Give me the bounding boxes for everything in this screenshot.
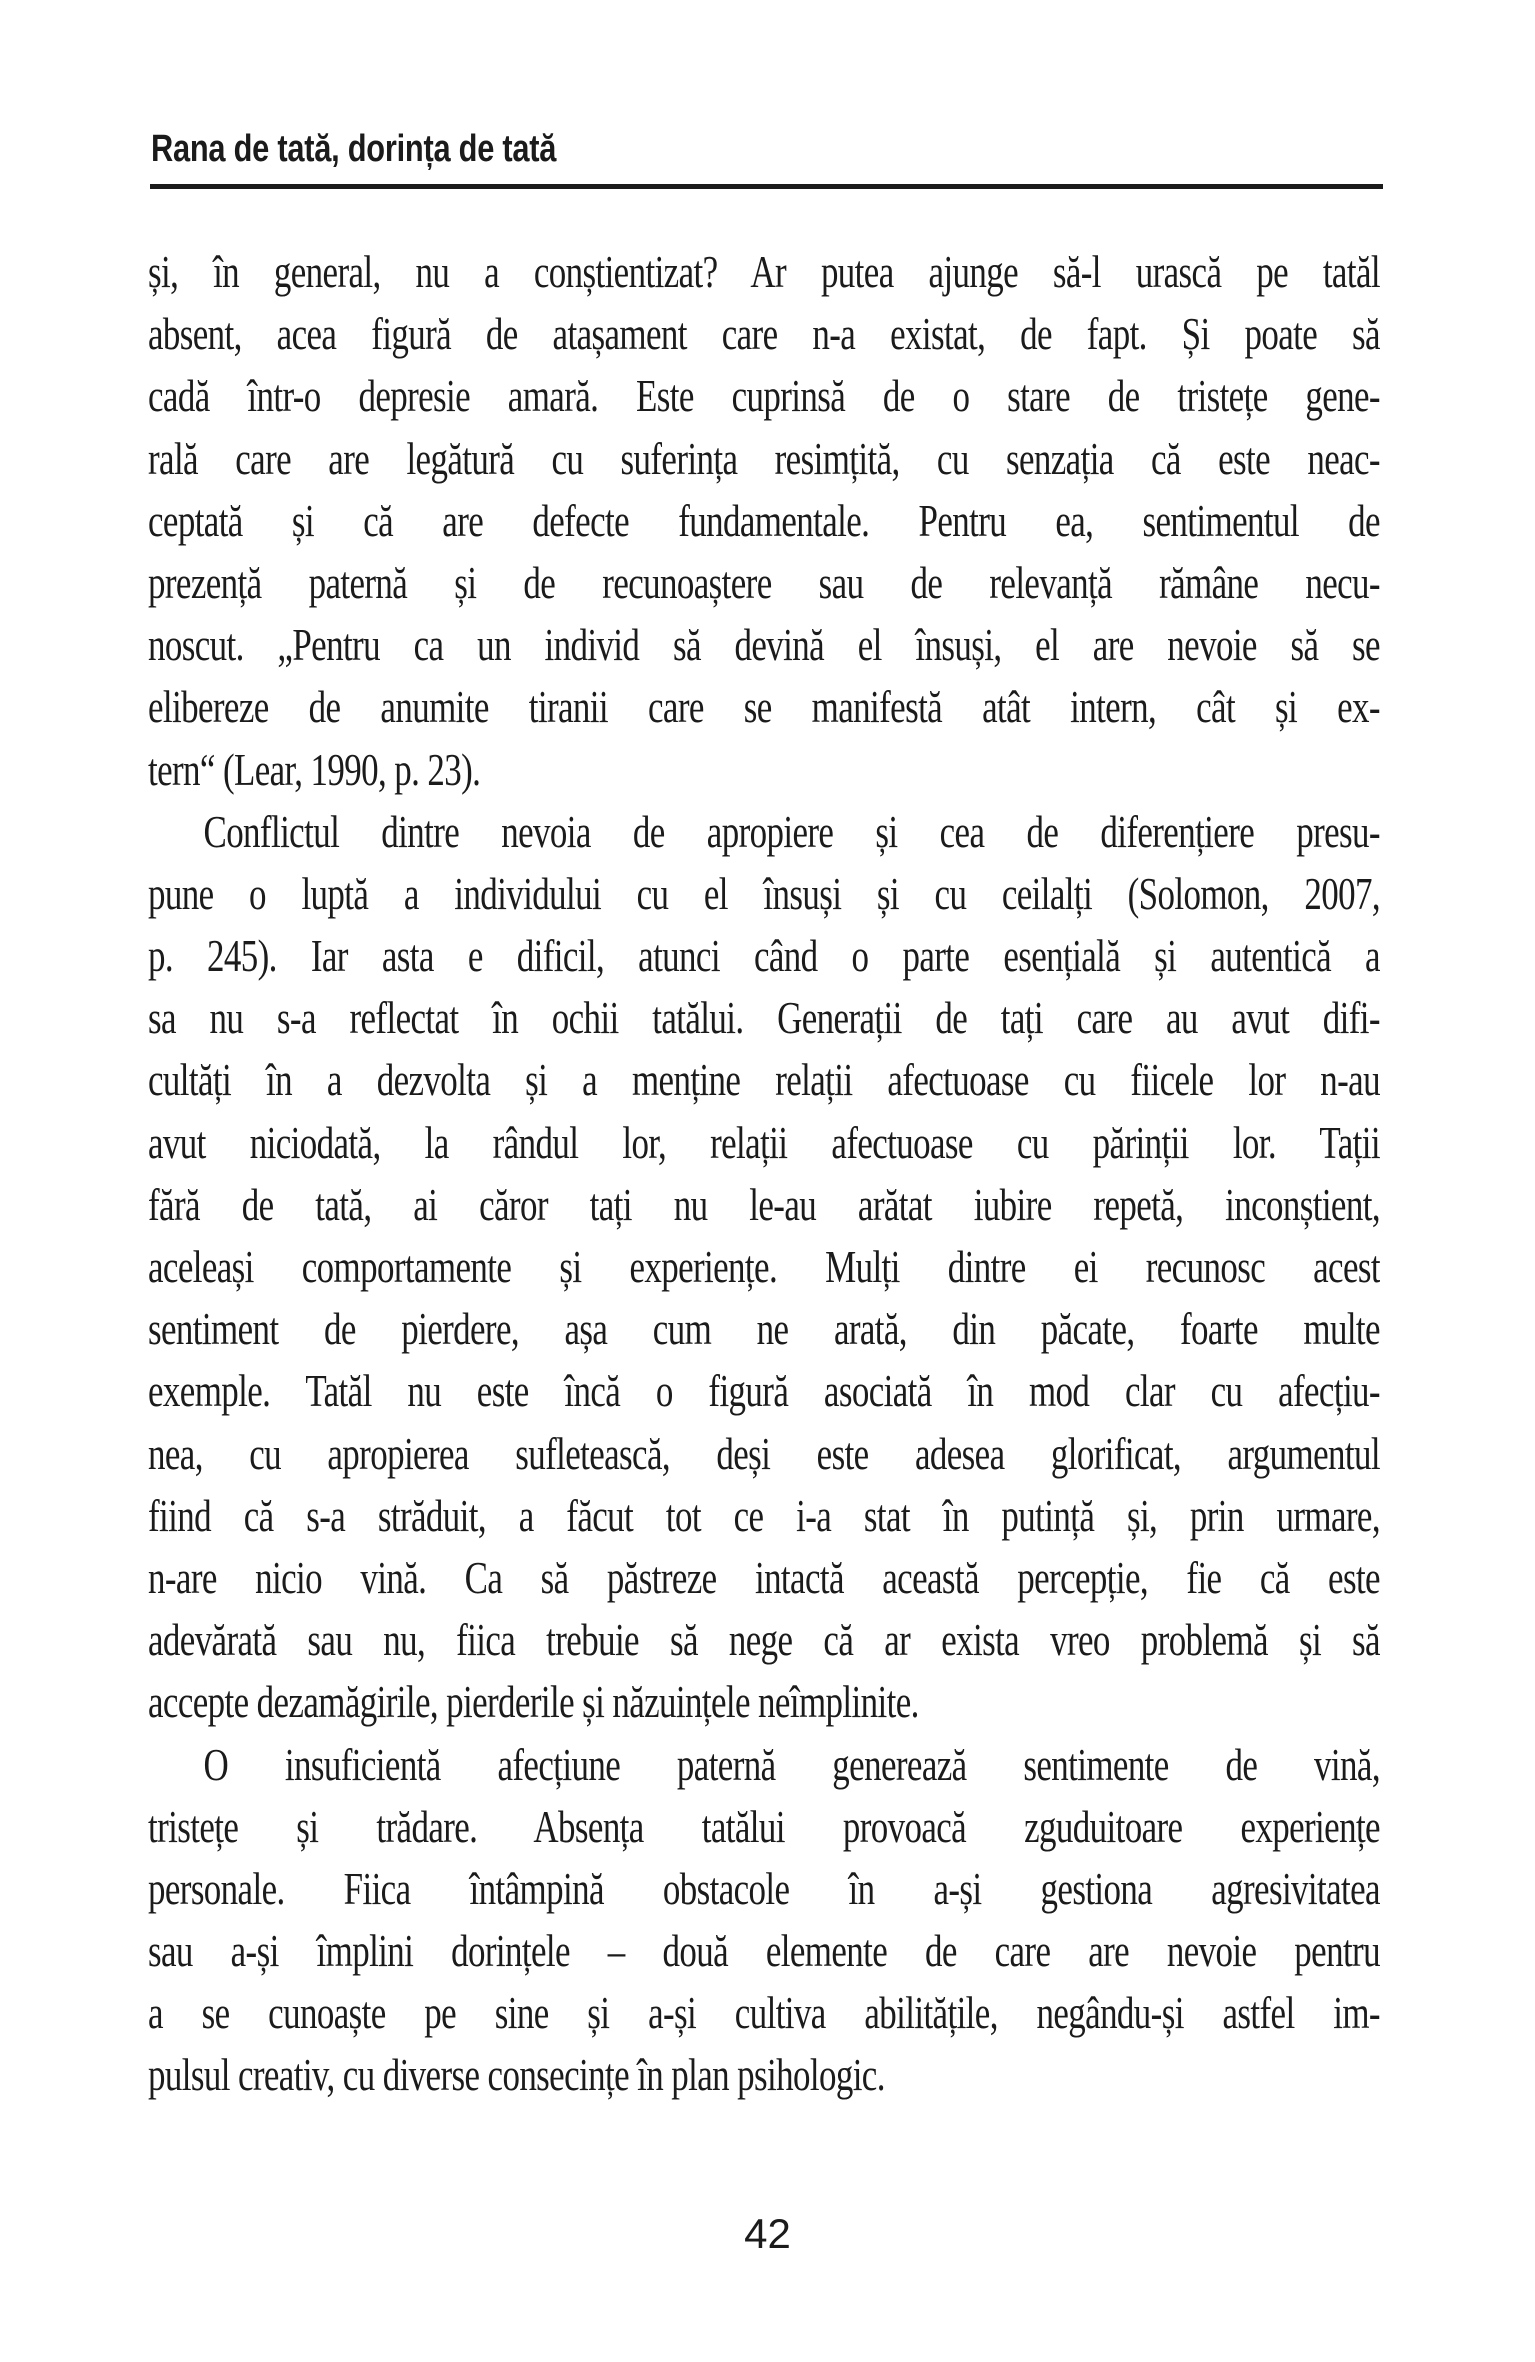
- text-line: ceptată și că are defecte fundamentale. Pentru ea, sentimentul de: [148, 494, 1380, 546]
- text-line: fiind că s-a străduit, a făcut tot ce i-a stat în putință și, prin urmare,: [148, 1489, 1380, 1541]
- text-line: fără de tată, ai căror tați nu le-au arătat iubire repetă, inconștient,: [148, 1178, 1380, 1230]
- text-line: prezență paternă și de recunoaștere sau de relevanță rămâne necu-: [148, 556, 1380, 608]
- text-line: nea, cu apropierea sufletească, deși este adesea glorificat, argumentul: [148, 1427, 1380, 1479]
- header-rule-divider: [150, 184, 1383, 189]
- text-line: O insuficientă afecțiune paternă generează sentimente de vină,: [203, 1738, 1380, 1790]
- text-line: sau a-și împlini dorințele – două elemente de care are nevoie pentru: [148, 1925, 1380, 1977]
- text-line: sa nu s-a reflectat în ochii tatălui. Generații de tați care au avut difi-: [148, 992, 1380, 1044]
- text-line: absent, acea figură de atașament care n-a existat, de fapt. Și poate să: [148, 308, 1380, 360]
- text-line: pulsul creativ, cu diverse consecințe în plan psihologic.: [148, 2049, 885, 2101]
- text-line: sentiment de pierdere, așa cum ne arată, din păcate, foarte multe: [148, 1303, 1380, 1355]
- text-line: pune o luptă a individului cu el însuși și cu ceilalți (Solomon, 2007,: [148, 867, 1380, 919]
- text-line: și, în general, nu a conștientizat? Ar putea ajunge să-l urască pe tatăl: [148, 246, 1380, 297]
- text-line: tristețe și trădare. Absența tatălui provoacă zguduitoare experiențe: [148, 1800, 1380, 1852]
- text-line: exemple. Tatăl nu este încă o figură asociată în mod clar cu afecțiu-: [148, 1365, 1380, 1417]
- text-line: n-are nicio vină. Ca să păstreze intactă această percepție, fie că este: [148, 1551, 1380, 1603]
- text-line: aceleași comportamente și experiențe. Mulți dintre ei recunosc acest: [148, 1241, 1380, 1292]
- text-line: adevărată sau nu, fiica trebuie să nege că ar exista vreo problemă și să: [148, 1614, 1380, 1666]
- text-line: Conflictul dintre nevoia de apropiere și cea de diferențiere presu-: [203, 805, 1380, 857]
- text-line: rală care are legătură cu suferința resimțită, cu senzația că este neac-: [148, 432, 1380, 484]
- running-header-title: Rana de tată, dorința de tată: [151, 128, 557, 170]
- page-number: 42: [744, 2210, 791, 2257]
- text-line: cultăți în a dezvolta și a menține relații afectuoase cu fiicele lor n-au: [148, 1054, 1380, 1106]
- text-line: tern“ (Lear, 1990, p. 23).: [148, 743, 481, 795]
- text-line: accepte dezamăgirile, pierderile și năzuințele neîmplinite.: [148, 1676, 919, 1728]
- text-line: cadă într-o depresie amară. Este cuprinsă de o stare de tristețe gene-: [148, 370, 1380, 422]
- text-line: elibereze de anumite tiranii care se manifestă atât intern, cât și ex-: [148, 681, 1380, 733]
- text-line: personale. Fiica întâmpină obstacole în a-și gestiona agresivitatea: [148, 1862, 1380, 1914]
- text-line: noscut. „Pentru ca un individ să devină el însuși, el are nevoie să se: [148, 619, 1380, 671]
- text-line: p. 245). Iar asta e dificil, atunci când o parte esențială și autentică a: [148, 930, 1380, 982]
- text-line: a se cunoaște pe sine și a-și cultiva abilitățile, negându-și astfel im-: [148, 1987, 1380, 2039]
- body-text-block: [148, 241, 1380, 2107]
- text-line: avut niciodată, la rândul lor, relații afectuoase cu părinții lor. Tații: [148, 1116, 1380, 1168]
